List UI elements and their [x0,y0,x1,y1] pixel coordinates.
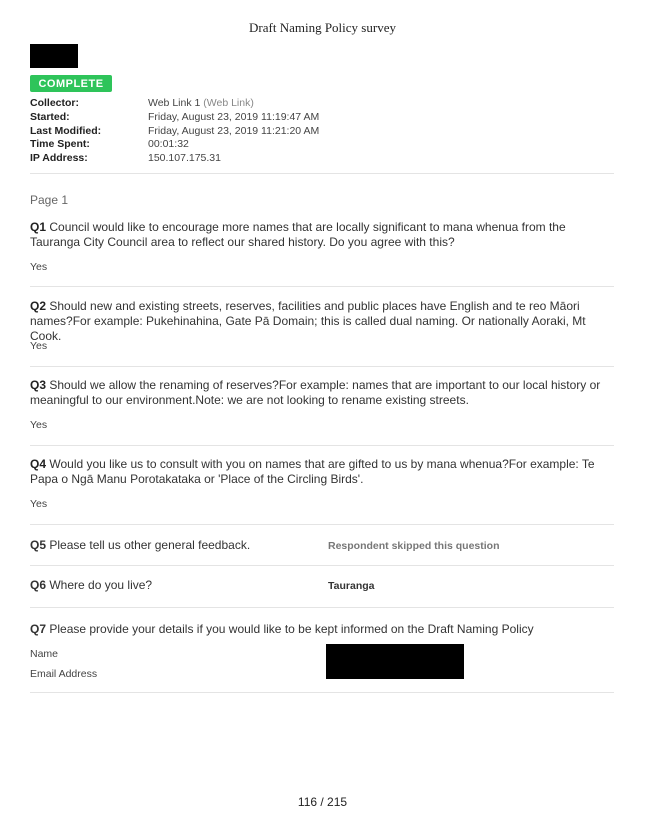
divider [30,692,614,693]
divider [30,173,614,174]
divider [30,565,614,566]
started-value: Friday, August 23, 2019 11:19:47 AM [148,110,320,123]
meta-row-modified [30,125,614,139]
question-1: Q1 Council would like to encourage more names that are locally significant to mana whenua from the Tauranga City Council area to reflect our shared history. Do you agree with this? [30,220,566,249]
redacted-logo [30,44,78,68]
document-title: Draft Naming Policy survey [249,20,396,35]
answer-1: Yes [30,261,48,273]
modified-value: Friday, August 23, 2019 11:21:20 AM [148,124,320,137]
answer-6: Tauranga [328,580,375,592]
ip-value: 150.107.175.31 [148,152,221,165]
time-label: Time Spent: [30,138,90,151]
time-value: 00:01:32 [148,138,189,151]
answer-5: Respondent skipped this question [328,540,500,552]
complete-badge: COMPLETE [30,75,112,92]
modified-label: Last Modified: [30,124,102,137]
response-metadata [30,97,614,166]
question-6: Q6 Where do you live? [30,578,153,592]
divider [30,366,614,367]
meta-row-time [30,138,614,152]
divider [30,286,614,287]
question-5: Q5 Please tell us other general feedback. [30,538,251,552]
collector-note: (Web Link) [203,97,254,109]
collector-value: Web Link 1 (Web Link) [148,97,254,109]
question-2: Q2 Should new and existing streets, reserves, facilities and public places have English and te reo Māori names?For example: Pukehinahina, Gate Pā Domain; this is called dual naming. Or nationally Aoraki, Mt Cook. [30,299,586,343]
collector-label: Collector: [30,97,80,109]
meta-row-ip [30,152,614,166]
meta-row-collector [30,97,614,111]
divider [30,445,614,446]
answer-4: Yes [30,498,48,510]
started-label: Started: [30,110,70,123]
question-3: Q3 Should we allow the renaming of reserves?For example: names that are important to our local history or meaningful to our environment.Note: we are not looking to rename existing streets. [30,378,601,407]
meta-row-started [30,111,614,125]
name-field-label: Name [30,648,59,660]
answer-2: Yes [30,340,48,352]
page-label: Page 1 [30,193,69,207]
redacted-contact-details [326,644,464,679]
question-4: Q4 Would you like us to consult with you on names that are gifted to us by mana whenua?For example: Te Papa o Ngā Manu Porotakataka or 'Place of the Circling Birds'. [30,457,595,486]
question-7: Q7 Please provide your details if you would like to be kept informed on the Draft Naming Policy [30,622,534,636]
page-number: 116 / 215 [297,795,348,809]
answer-3: Yes [30,419,48,431]
email-field-label: Email Address [30,668,98,680]
ip-label: IP Address: [30,152,88,165]
divider [30,607,614,608]
divider [30,524,614,525]
